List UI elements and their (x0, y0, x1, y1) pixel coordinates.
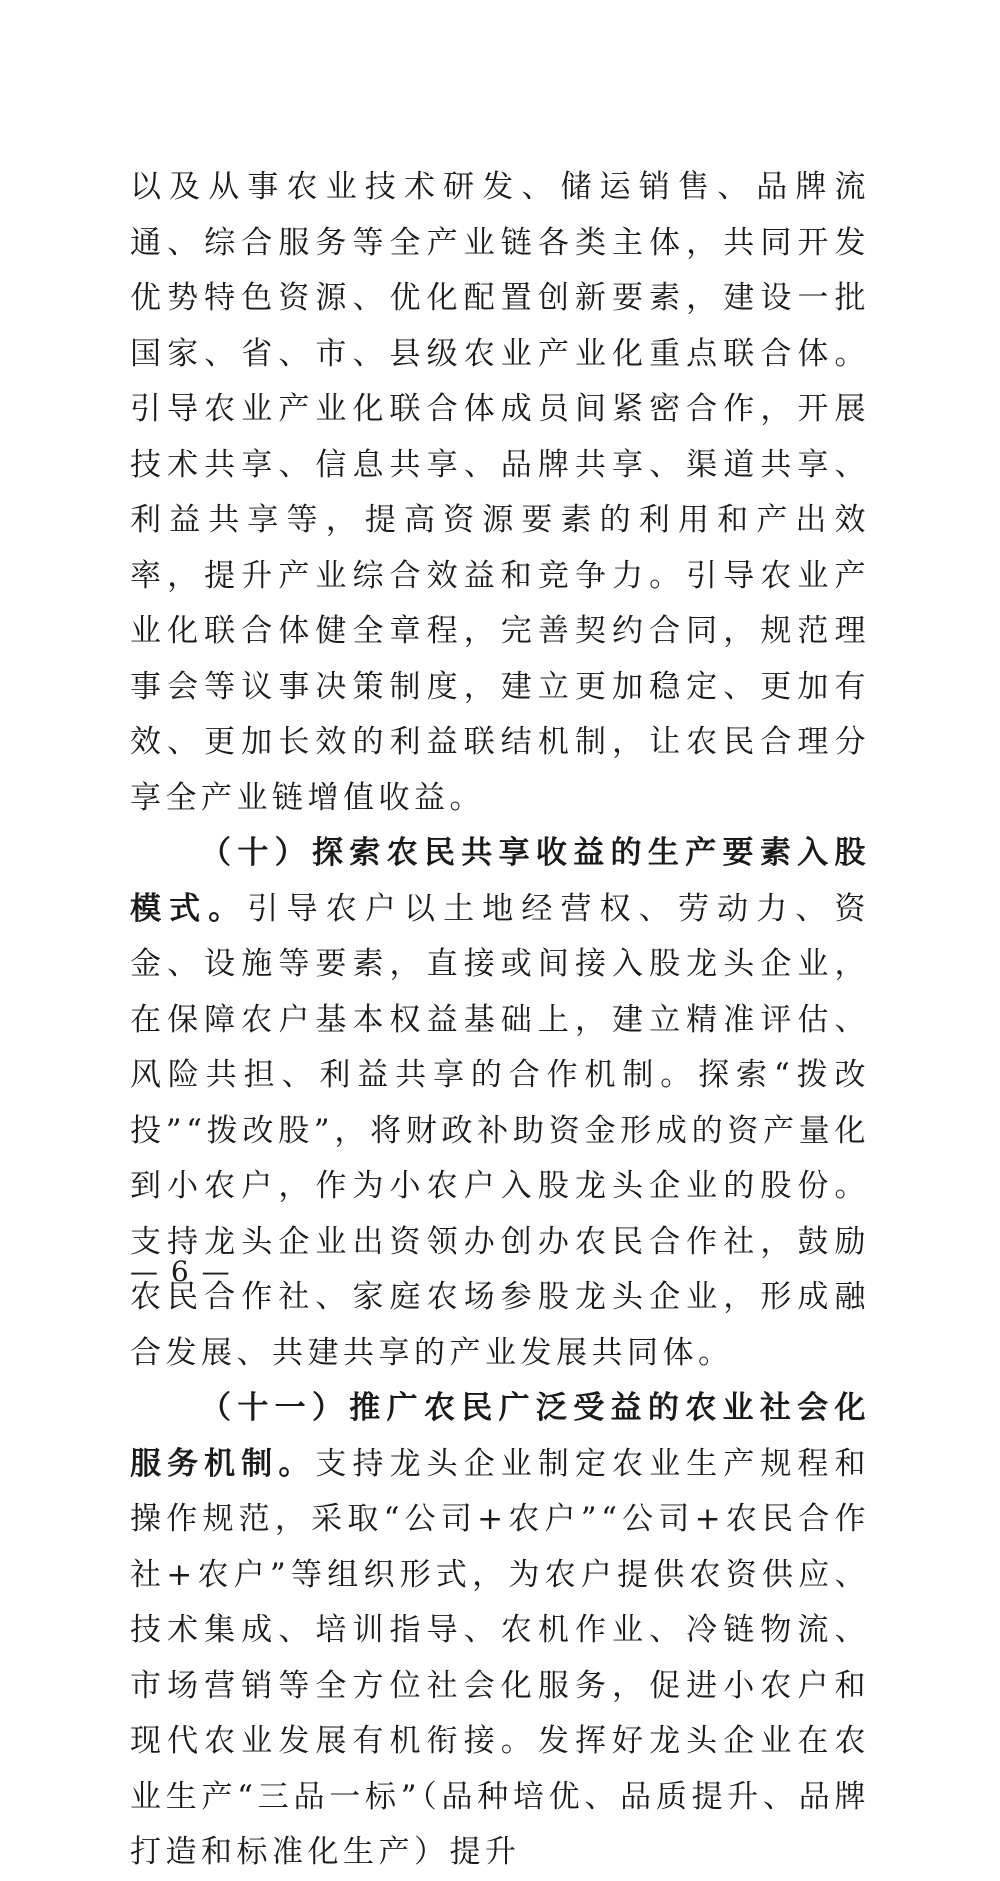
paragraph-1 (130, 160, 870, 826)
paragraph-3 (130, 1381, 870, 1881)
paragraph-3-heading: （十一）推广农民广泛受益的农业社会化服务机制。 (130, 1390, 870, 1482)
paragraph-1-body: 以及从事农业技术研发、储运销售、品牌流通、综合服务等全产业链各类主体，共同开发优势特色资源、优化配置创新要素，建设一批国家、省、市、县级农业产业化重点联合体。引导农业产业化联合体成员间紧密合作，开展技术共享、信息共享、品牌共享、渠道共享、利益共享等，提高资源要素的利用和产出效率，提升产业综合效益和竞争力。引导农业产业化联合体健全章程，完善契约合同，规范理事会等议事决策制度，建立更加稳定、更加有效、更加长效的利益联结机制，让农民合理分享全产业链增值收益。 (130, 169, 870, 816)
body-text (130, 160, 870, 1881)
page-number: — 6 — (130, 1255, 232, 1288)
paragraph-2-heading: （十）探索农民共享收益的生产要素入股模式。 (130, 835, 870, 927)
paragraph-3-body: 支持龙头企业制定农业生产规程和操作规范，采取“公司+农户”“公司+农民合作社+农户”等组织形式，为农户提供农资供应、技术集成、培训指导、农机作业、冷链物流、市场营销等全方位社会化服务，促进小农户和现代农业发展有机衔接。发挥好龙头企业在农业生产“三品一标”（品种培优、品质提升、品牌打造和标准化生产）提升 (130, 1445, 871, 1870)
paragraph-2 (130, 826, 870, 1381)
paragraph-2-body: 引导农户以土地经营权、劳动力、资金、设施等要素，直接或间接入股龙头企业，在保障农户基本权益基础上，建立精准评估、风险共担、利益共享的合作机制。探索“拨改投”“拨改股”，将财政补助资金形成的资产量化到小农户，作为小农户入股龙头企业的股份。支持龙头企业出资领办创办农民合作社，鼓励农民合作社、家庭农场参股龙头企业，形成融合发展、共建共享的产业发展共同体。 (130, 890, 871, 1371)
